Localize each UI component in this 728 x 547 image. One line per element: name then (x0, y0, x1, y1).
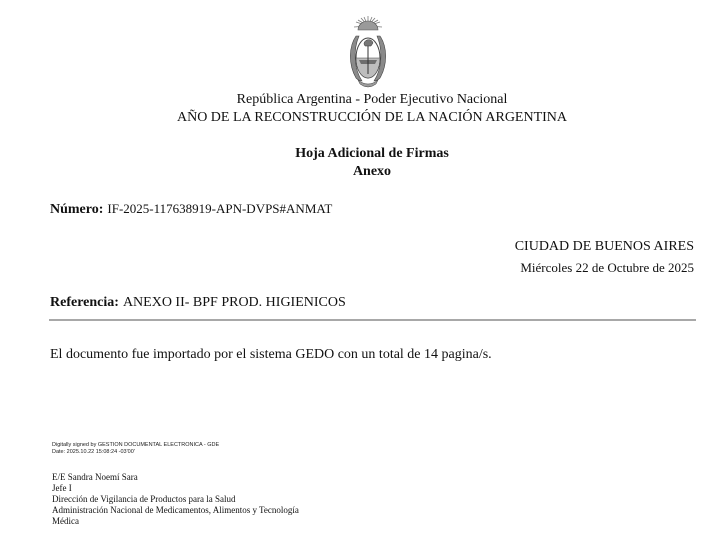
body-paragraph: El documento fue importado por el sistema GEDO con un total de 14 pagina/s. (50, 347, 492, 362)
signer-organization-cont: Médica (52, 516, 79, 526)
signer-department: Dirección de Vigilancia de Productos para la Salud (52, 494, 236, 504)
document-number-value: IF-2025-117638919-APN-DVPS#ANMAT (107, 201, 333, 216)
reference-value: ANEXO II- BPF PROD. HIGIENICOS (122, 295, 346, 310)
document-subtitle: Anexo (352, 164, 392, 179)
coat-of-arms-icon (346, 14, 390, 92)
document-title: Hoja Adicional de Firmas (295, 146, 449, 161)
header-year-motto: AÑO DE LA RECONSTRUCCIÓN DE LA NACIÓN ARGENTINA (176, 110, 568, 125)
signer-role: Jefe I (52, 483, 72, 493)
reference-label: Referencia: (50, 295, 119, 310)
reference (50, 295, 346, 311)
document-number-label: Número: (50, 202, 104, 217)
document-date: Miércoles 22 de Octubre de 2025 (520, 260, 694, 275)
document-number (50, 201, 332, 218)
signer-organization: Administración Nacional de Medicamentos, Alimentos y Tecnología (52, 505, 299, 515)
divider (49, 319, 696, 321)
header-government-line: República Argentina - Poder Ejecutivo Nacional (236, 92, 508, 107)
signer-name: E/E Sandra Noemí Sara (52, 472, 138, 482)
digital-signature-date: Date: 2025.10.22 15:08:24 -03'00' (52, 449, 135, 455)
digital-signature-signer: Digitally signed by GESTION DOCUMENTAL ELECTRONICA - GDE (52, 442, 220, 448)
location-city: CIUDAD DE BUENOS AIRES (514, 239, 694, 254)
